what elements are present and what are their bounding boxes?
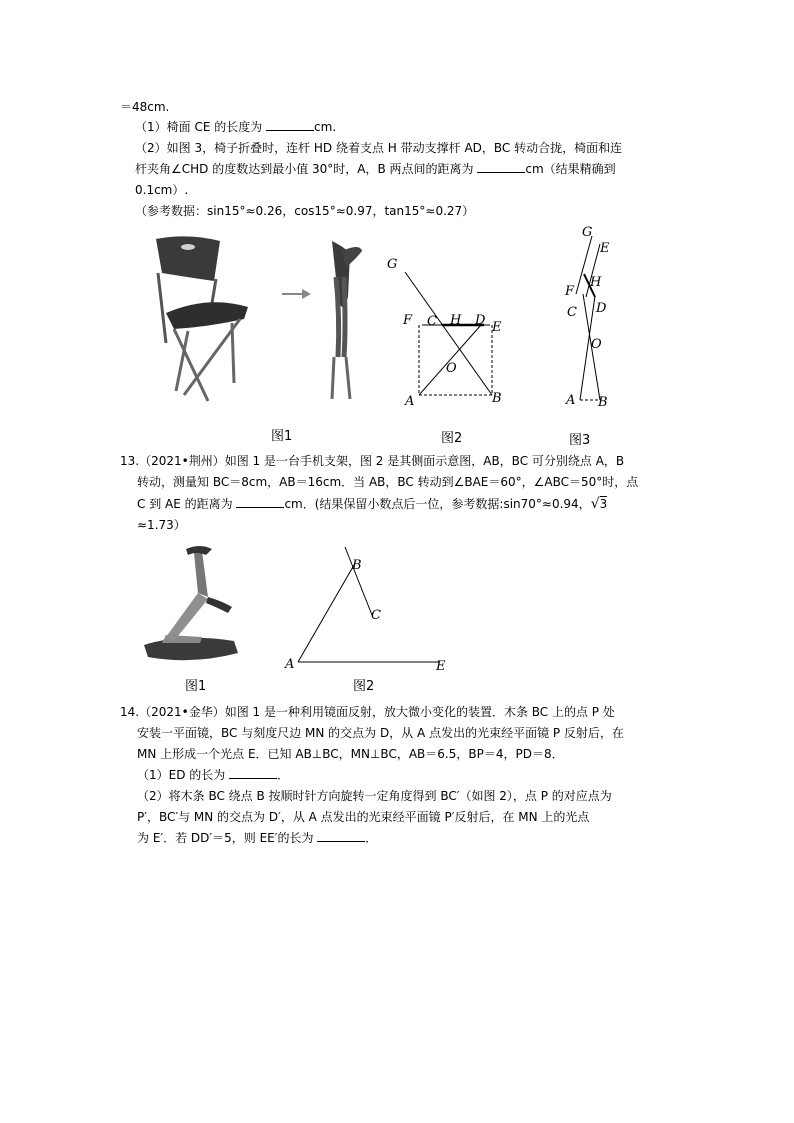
- answer-blank[interactable]: [236, 496, 284, 508]
- q14-part1: [137, 767, 289, 783]
- q12-figure-2-caption: 图2: [441, 431, 463, 446]
- q13-line-4: ≈1.73）: [137, 518, 186, 532]
- q12-part2-line2: [135, 161, 616, 177]
- q13-text: C 到 AE 的距离为: [137, 497, 237, 511]
- q12-part1-text: （1）椅面 CE 的长度为: [135, 120, 267, 134]
- q14-part2-line3: [137, 830, 377, 846]
- point-label-e: E: [492, 320, 502, 335]
- point-label-g: G: [582, 225, 593, 240]
- point-label-d: D: [475, 313, 486, 328]
- q13-line-2: 转动，测量知 BC＝8cm，AB＝16cm．当 AB，BC 转动到∠BAE＝60°，∠ABC＝50°时，点: [137, 475, 639, 489]
- q12-figure-1-caption: 图1: [271, 429, 293, 444]
- q12-part2-unit: cm（结果精确到: [525, 162, 616, 176]
- point-label-o: O: [591, 337, 602, 352]
- point-label-b: B: [598, 395, 608, 410]
- q14-part1-tail: ．: [277, 768, 290, 782]
- answer-blank[interactable]: [229, 767, 277, 779]
- q14-line-2: 安装一平面镜，BC 与刻度尺边 MN 的交点为 D，从 A 点发出的光束经平面镜 P 反射后，在: [137, 726, 624, 740]
- q14-line-3: MN 上形成一个光点 E．已知 AB⊥BC，MN⊥BC，AB＝6.5，BP＝4，PD＝8．: [137, 747, 564, 761]
- point-label-f: F: [403, 313, 413, 328]
- point-label-b: B: [352, 558, 362, 573]
- point-label-a: A: [566, 393, 576, 408]
- point-label-c: C: [371, 608, 381, 623]
- q12-part2-line1: （2）如图 3，椅子折叠时，连杆 HD 绕着支点 H 带动支撑杆 AD，BC 转动合拢，椅面和连: [135, 141, 623, 155]
- point-label-g: G: [387, 257, 398, 272]
- folded-chair-photo: [320, 237, 365, 402]
- point-label-c: C: [427, 314, 437, 329]
- q14-part2-line1: （2）将木条 BC 绕点 B 按顺时针方向旋转一定角度得到 BC′（如图 2），点 P 的对应点为: [137, 789, 612, 803]
- q13-figure-1-caption: 图1: [185, 679, 207, 694]
- point-label-d: D: [596, 301, 607, 316]
- q13-figure-2-caption: 图2: [353, 679, 375, 694]
- sqrt-radicand: 3: [599, 497, 608, 511]
- q13-line-1: 13.（2021•荆州）如图 1 是一台手机支架，图 2 是其侧面示意图，AB，BC 可分别绕点 A，B: [120, 454, 625, 468]
- q13-text-tail: cm．(结果保留小数点后一位，参考数据:sin70°≈0.94，: [284, 497, 591, 511]
- phone-stand-photo: [142, 543, 242, 665]
- q14-part1-text: （1）ED 的长为: [137, 768, 230, 782]
- q14-line-1: 14.（2021•金华）如图 1 是一种利用镜面反射，放大微小变化的装置．木条 BC 上的点 P 处: [120, 705, 615, 719]
- q13-figure-2-diagram: [282, 543, 447, 673]
- figure-3-diagram: [560, 222, 620, 412]
- q14-part2-tail: ．: [365, 831, 378, 845]
- q13-line-3: [137, 496, 607, 512]
- point-label-e: E: [600, 241, 610, 256]
- point-label-o: O: [446, 361, 457, 376]
- point-label-e: E: [436, 659, 446, 674]
- point-label-c: C: [567, 305, 577, 320]
- figure-2-diagram: [384, 250, 519, 415]
- q12-part2-line3: 0.1cm）.: [135, 183, 189, 197]
- answer-blank[interactable]: [317, 830, 365, 842]
- point-label-h: H: [590, 275, 602, 290]
- point-label-a: A: [285, 657, 295, 672]
- arrow-right-icon: [282, 288, 312, 300]
- q12-reference-data: （参考数据：sin15°≈0.26，cos15°≈0.97，tan15°≈0.27）: [135, 204, 475, 218]
- point-label-b: B: [492, 391, 502, 406]
- q12-line-0: ＝48cm.: [120, 100, 170, 114]
- q12-figure-3-caption: 图3: [569, 433, 591, 448]
- q14-part2-line2: P′，BC′与 MN 的交点为 D′，从 A 点发出的光束经平面镜 P′反射后，在 MN 上的光点: [137, 810, 590, 824]
- point-label-a: A: [405, 394, 415, 409]
- q12-part1: [135, 119, 336, 135]
- answer-blank[interactable]: [266, 119, 314, 131]
- point-label-f: F: [565, 284, 575, 299]
- sqrt-symbol: √: [590, 496, 600, 512]
- q12-part2-text: 杆夹角∠CHD 的度数达到最小值 30°时，A，B 两点间的距离为: [135, 162, 478, 176]
- point-label-h: H: [450, 313, 462, 328]
- q12-part1-unit: cm.: [314, 120, 337, 134]
- q14-part2-text: 为 E′．若 DD′＝5，则 EE′的长为: [137, 831, 318, 845]
- answer-blank[interactable]: [477, 161, 525, 173]
- chair-photo: [148, 233, 253, 405]
